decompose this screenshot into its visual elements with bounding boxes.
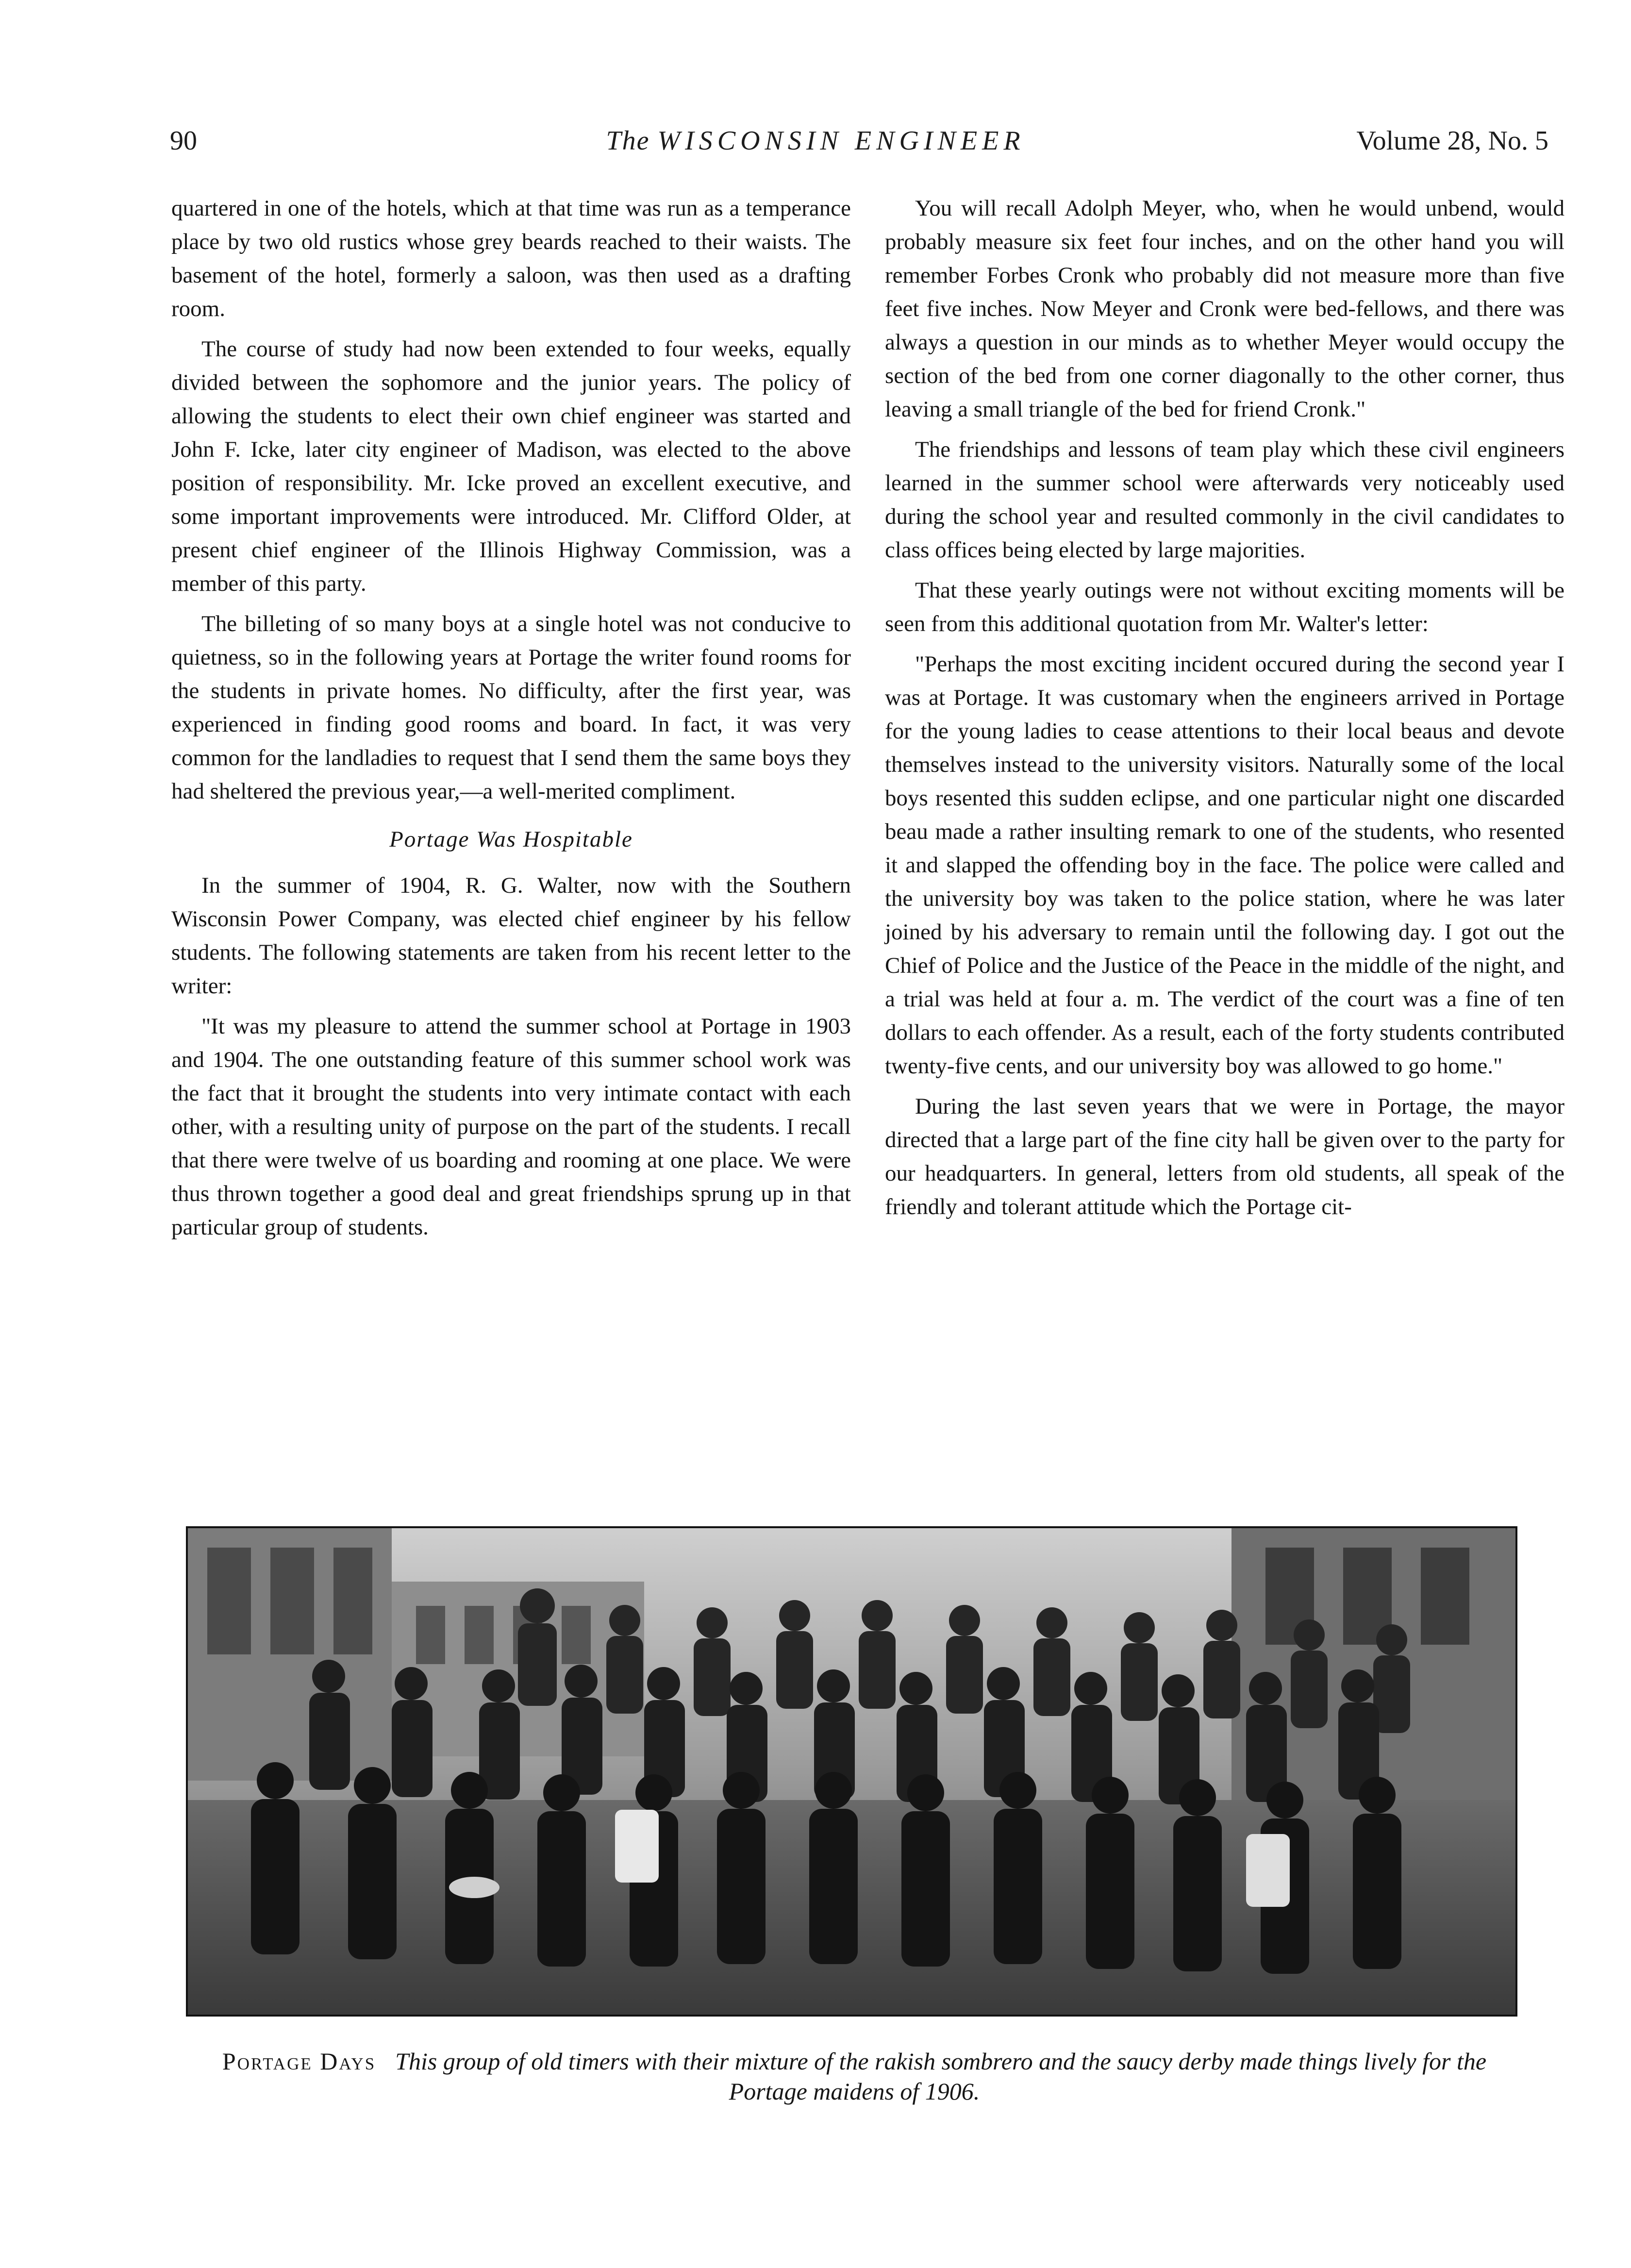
paragraph: The course of study had now been extended to four weeks, equally divided between the sophomore and the junior years. The policy of allowing the students to elect their own chief engineer was started and John F. Icke, later city engineer of Madison, was elected to the above position of responsibility. Mr. Icke proved an excellent executive, and some important improvements were introduced. Mr. Clifford Older, at present chief engineer of the Illinois Highway Commission, was a member of this party. [171,336,851,596]
paragraph: The friendships and lessons of team play which these civil engineers learned in the summer school were afterwards very noticeably used during the school year and resulted commonly in the civil candidates to class offices being elected by large majorities. [885,437,1564,563]
paragraph: During the last seven years that we were in Portage, the mayor directed that a large part of the fine city hall be given over to the party for our headquarters. In general, letters from old students, all speak of the friendly and tolerant attitude which the Portage cit- [885,1094,1564,1219]
left-column [171,192,851,1252]
journal-title-name: WISCONSIN ENGINEER [657,126,1025,156]
quoted-paragraph: "Perhaps the most exciting incident occured during the second year I was at Portage. It was customary when the engineers arrived in Portage for the young ladies to cease attentions to their local beaus and devote themselves instead to the university visitors. Naturally some of the local boys resented this sudden eclipse, and one particular night one discarded beau made a rather insulting remark to one of the students, who resented it and slapped the offending boy in the face. The police were called and the university boy was taken to the police station, where he was later joined by his adversary to remain until the following day. I got out the Chief of Police and the Justice of the Peace in the middle of the night, and a trial was held at four a. m. The verdict of the court was a fine of ten dollars to each offender. As a result, each of the forty students contributed twenty-five cents, and our university boy was allowed to go home." [885,651,1564,1079]
group-photograph [186,1526,1517,2017]
journal-title-the: The [606,126,650,156]
paragraph: quartered in one of the hotels, which at that time was run as a temperance place by two old rustics whose grey beards reached to their waists. The basement of the hotel, formerly a saloon, was then used as a drafting room. [171,196,851,321]
paragraph: The billeting of so many boys at a single hotel was not conducive to quietness, so in the following years at Portage the writer found rooms for the students in private homes. No difficulty, after the first year, was experienced in finding good rooms and board. In fact, it was very common for the landladies to request that I send them the same boys they had sheltered the previous year,—a well-merited compliment. [171,611,851,804]
photo-caption [184,2046,1524,2106]
paragraph: That these yearly outings were not without exciting moments will be seen from this additional quotation from Mr. Walter's letter: [885,578,1564,636]
section-subheading: Portage Was Hospitable [389,827,633,852]
page-number: 90 [170,126,197,156]
paragraph: In the summer of 1904, R. G. Walter, now with the Southern Wisconsin Power Company, was elected chief engineer by his fellow students. The following statements are taken from his recent letter to the writer: [171,873,851,999]
caption-label: Portage Days [222,2048,376,2075]
group-photo-illustration [188,1528,1515,2015]
right-column [885,192,1564,1231]
caption-text: This group of old timers with their mixture of the rakish sombrero and the saucy derby made things lively for the Portage maidens of 1906. [395,2048,1487,2105]
paragraph: You will recall Adolph Meyer, who, when he would unbend, would probably measure six feet four inches, and on the other hand you will remember Forbes Cronk who probably did not measure more than five feet five inches. Now Meyer and Cronk were bed-fellows, and there was always a question in our minds as to whether Meyer would occupy the section of the bed from one corner diagonally to the other corner, thus leaving a small triangle of the bed for friend Cronk." [885,196,1564,422]
quoted-paragraph: "It was my pleasure to attend the summer school at Portage in 1903 and 1904. The one outstanding feature of this summer school work was the fact that it brought the students into very intimate contact with each other, with a resulting unity of purpose on the part of the students. I recall that there were twelve of us boarding and rooming at one place. We were thus thrown together a good deal and great friendships sprung up in that particular group of students. [171,1014,851,1240]
volume-issue: Volume 28, No. 5 [1356,126,1548,156]
